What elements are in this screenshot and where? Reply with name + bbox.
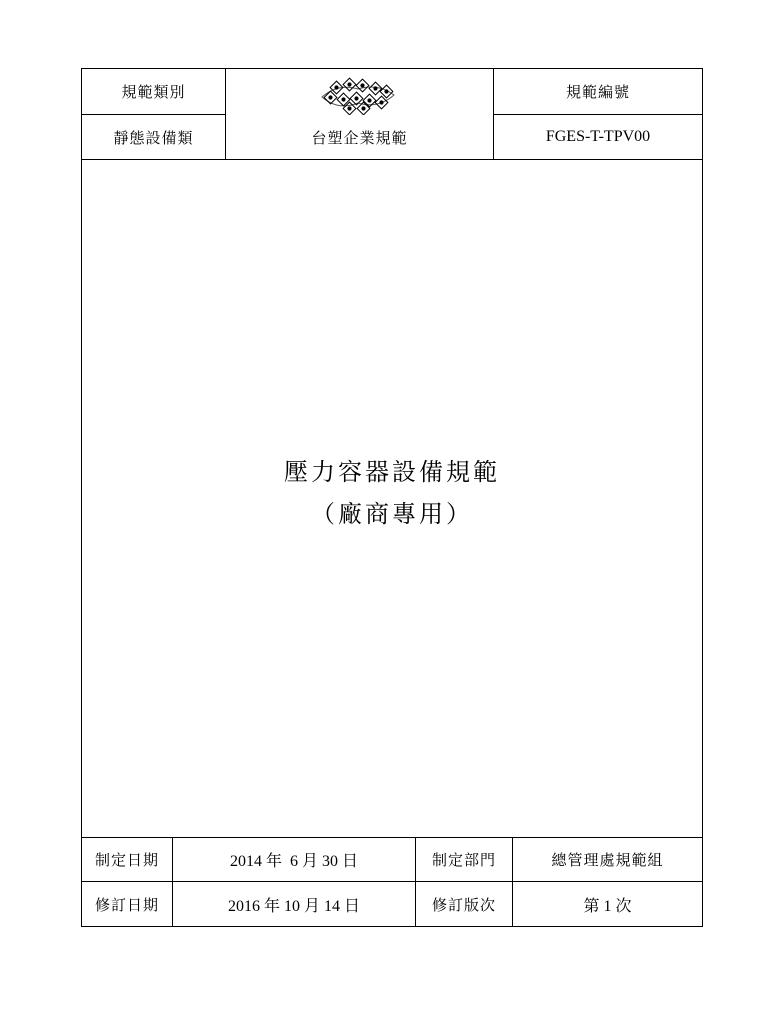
category-label: 規範類別 <box>121 83 186 101</box>
header-bottom-border <box>82 159 702 160</box>
established-date-label: 制定日期 <box>94 851 159 869</box>
established-dept-label: 制定部門 <box>431 851 496 869</box>
formosa-plastics-group-logo-icon <box>318 75 398 115</box>
revision-no-label: 修訂版次 <box>431 895 496 914</box>
category-value: 靜態設備類 <box>113 128 194 147</box>
revision-no-value: 第 1 次 <box>583 897 632 915</box>
established-date-value: 2014 年 6 月 30 日 <box>229 853 358 870</box>
revised-date-label: 修訂日期 <box>94 895 159 914</box>
document-title: 壓力容器設備規範 <box>284 458 500 486</box>
company-standard-label: 台塑企業規範 <box>311 128 408 147</box>
established-dept-value: 總管理處規範組 <box>551 851 664 869</box>
code-value: FGES-T-TPV00 <box>545 128 651 145</box>
document-subtitle: （廠商專用） <box>311 500 473 528</box>
document-frame <box>81 68 703 927</box>
code-label: 規範編號 <box>565 83 630 101</box>
revised-date-value: 2016 年 10 月 14 日 <box>227 897 360 915</box>
